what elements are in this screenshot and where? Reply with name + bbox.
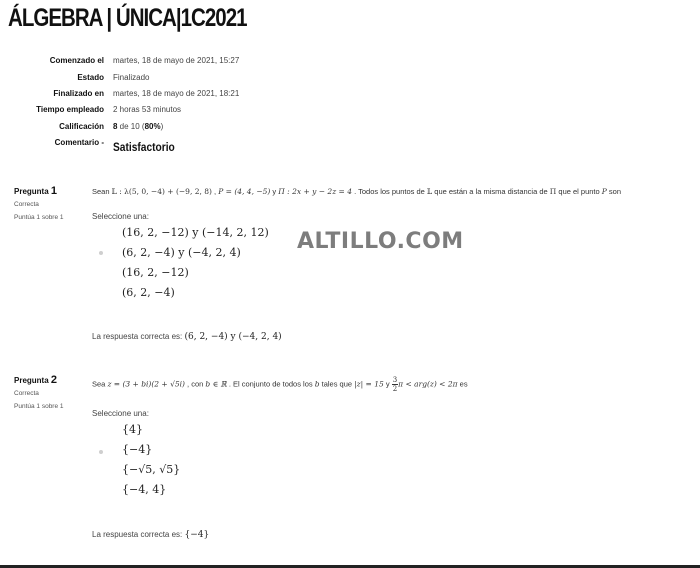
text-part: tales que	[319, 379, 355, 389]
answer-radio[interactable]	[99, 251, 103, 255]
option-item[interactable]: (6, 2, −4) y (−4, 2, 4)	[122, 246, 241, 259]
question-label: Pregunta	[14, 376, 49, 385]
text-part: son	[606, 187, 622, 196]
summary-value: 2 horas 53 minutos	[113, 105, 182, 114]
answer-value: {−4}	[184, 530, 210, 540]
option-item[interactable]: (6, 2, −4)	[122, 286, 175, 299]
text-part: Sea	[92, 379, 108, 389]
math-expression: z = (3 + bi)(2 + √5i)	[107, 379, 185, 389]
answer-value: (6, 2, −4) y (−4, 2, 4)	[184, 332, 282, 342]
text-part: y	[270, 187, 279, 196]
option-item[interactable]: (16, 2, −12) y (−14, 2, 12)	[122, 226, 269, 239]
option-item[interactable]: {−4, 4}	[122, 483, 167, 496]
summary-label: Comenzado el	[49, 56, 104, 65]
question-number	[14, 374, 64, 386]
math-expression: b	[314, 379, 320, 389]
question-number-value: 2	[50, 374, 58, 386]
question-label: Pregunta	[14, 187, 49, 196]
math-expression: Π : 2x + y − 2z = 4	[278, 187, 352, 196]
summary-value: Finalizado	[113, 73, 150, 82]
summary-label: Calificación	[59, 122, 104, 131]
question-info	[14, 185, 64, 227]
math-expression: P = (4, 4, −5)	[218, 187, 271, 196]
comment-value: Satisfactorio	[113, 140, 175, 154]
question-text	[92, 187, 621, 196]
text-part: es	[457, 379, 468, 389]
option-item[interactable]: {−√5, √5}	[122, 463, 181, 476]
grade-rest: de 10 (	[117, 122, 145, 131]
question-score: Puntúa 1 sobre 1	[14, 214, 64, 221]
answer-label: La respuesta correcta es:	[92, 530, 185, 539]
option-item[interactable]: {4}	[122, 423, 143, 436]
math-expression: 𝕃	[426, 187, 433, 196]
summary-value	[113, 122, 163, 131]
question-number-value: 1	[50, 185, 58, 197]
option-item[interactable]: {−4}	[122, 443, 153, 456]
summary-label: Comentario -	[54, 138, 104, 147]
math-expression: b ∈ ℝ	[205, 379, 227, 389]
options-list	[122, 226, 269, 306]
question-status: Correcta	[14, 390, 39, 397]
summary-label: Finalizado en	[53, 89, 104, 98]
grade-percent: 80%	[144, 122, 161, 131]
math-expression: P	[601, 187, 607, 196]
text-part: . Todos los puntos de	[351, 187, 427, 196]
text-part: . El conjunto de todos los	[226, 379, 315, 389]
question-text	[92, 376, 468, 393]
correct-answer	[92, 530, 209, 540]
text-part: Sean	[92, 187, 112, 196]
question-info	[14, 374, 64, 416]
math-expression: 𝕃 : λ(5, 0, −4) + (−9, 2, 8)	[111, 187, 212, 196]
answer-label: La respuesta correcta es:	[92, 332, 185, 341]
fraction-denominator: 2	[392, 385, 398, 393]
math-expression: |z| = 15	[354, 379, 384, 389]
text-part: que el punto	[556, 187, 602, 196]
grade-score: 8	[113, 122, 118, 131]
answer-radio[interactable]	[99, 450, 103, 454]
select-label: Seleccione una:	[92, 212, 149, 221]
page-title: ÁLGEBRA | ÚNICA|1C2021	[8, 4, 247, 32]
grade-end: )	[160, 122, 164, 131]
fraction-numerator: 3	[392, 376, 398, 384]
math-expression: π < arg(z) < 2π	[398, 379, 458, 389]
correct-answer	[92, 332, 282, 342]
text-part: ,	[211, 187, 219, 196]
math-expression: Π	[549, 187, 557, 196]
summary-label: Estado	[77, 73, 104, 82]
watermark: ALTILLO.COM	[297, 229, 464, 254]
text-part: , con	[184, 379, 206, 389]
option-item[interactable]: (16, 2, −12)	[122, 266, 189, 279]
text-part: que están a la misma distancia de	[432, 187, 550, 196]
summary-label: Tiempo empleado	[36, 105, 104, 114]
summary-value: martes, 18 de mayo de 2021, 18:21	[113, 89, 240, 98]
question-status: Correcta	[14, 201, 39, 208]
text-part: y	[383, 379, 392, 389]
question-number	[14, 185, 64, 197]
select-label: Seleccione una:	[92, 409, 149, 418]
question-score: Puntúa 1 sobre 1	[14, 403, 64, 410]
summary-value: martes, 18 de mayo de 2021, 15:27	[113, 56, 240, 65]
options-list	[122, 423, 180, 503]
